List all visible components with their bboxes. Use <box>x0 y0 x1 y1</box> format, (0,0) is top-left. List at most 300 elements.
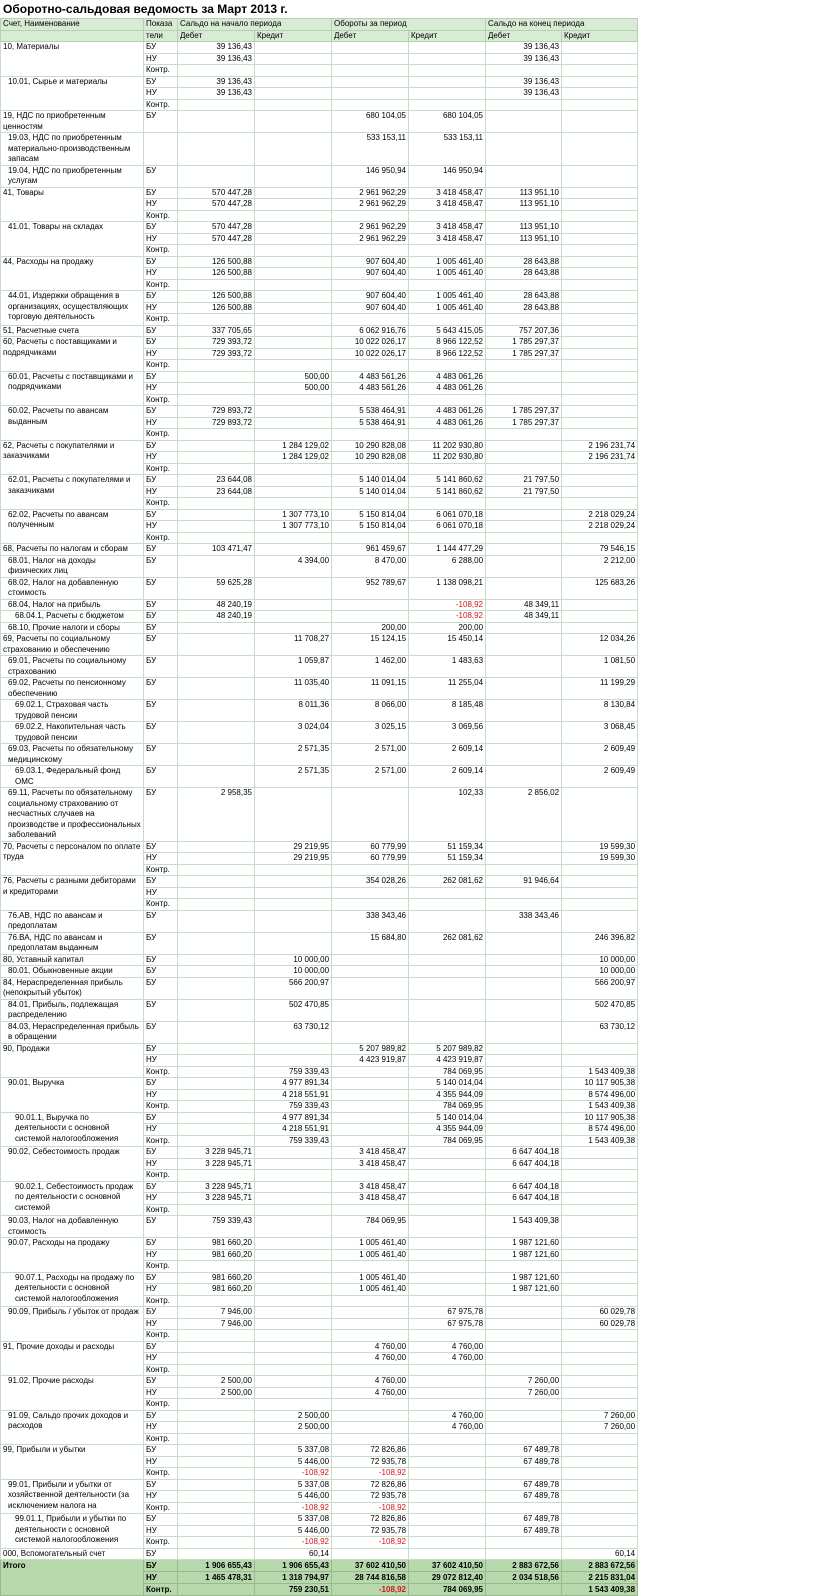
closing-credit-cell: 246 396,82 <box>562 932 638 954</box>
opening-debit-cell: 981 660,20 <box>178 1272 255 1284</box>
closing-debit-cell <box>486 1353 562 1365</box>
closing-debit-cell <box>486 744 562 766</box>
turnover-credit-cell: 1 005 461,40 <box>409 268 486 280</box>
opening-credit-cell <box>255 475 332 487</box>
opening-credit-cell <box>255 1043 332 1055</box>
closing-credit-cell: 2 196 231,74 <box>562 440 638 452</box>
opening-debit-cell <box>178 1502 255 1514</box>
closing-credit-cell: 60 029,78 <box>562 1318 638 1330</box>
turnover-debit-cell <box>332 360 409 372</box>
opening-debit-cell <box>178 634 255 656</box>
indicator-cell: БУ <box>144 966 178 978</box>
account-name: 90.07, Расходы на продажу <box>1 1238 144 1273</box>
opening-credit-cell <box>255 360 332 372</box>
closing-debit-cell <box>486 1537 562 1549</box>
opening-credit-cell <box>255 1181 332 1193</box>
closing-credit-cell <box>562 463 638 475</box>
table-row <box>1 700 638 722</box>
closing-debit-cell <box>486 1112 562 1124</box>
opening-credit-cell <box>255 1284 332 1296</box>
turnover-debit-cell <box>332 88 409 100</box>
indicator-cell: Контр. <box>144 314 178 326</box>
closing-credit-cell <box>562 1399 638 1411</box>
turnover-credit-cell <box>409 279 486 291</box>
account-name: 19.03, НДС по приобретенным материально-производственным запасам <box>1 133 144 166</box>
opening-credit-cell <box>255 1261 332 1273</box>
table-row <box>1 509 638 521</box>
turnover-credit-cell: 2 609,14 <box>409 766 486 788</box>
turnover-debit-cell: 1 005 461,40 <box>332 1272 409 1284</box>
indicator-cell: НУ <box>144 53 178 65</box>
turnover-debit-cell: 5 538 464,91 <box>332 406 409 418</box>
opening-credit-cell <box>255 245 332 257</box>
account-name: 68.01, Налог на доходы физических лиц <box>1 555 144 577</box>
report-title: Оборотно-сальдовая ведомость за Март 2013 г. <box>3 2 288 16</box>
account-name: 41, Товары <box>1 187 144 222</box>
indicator-cell: Контр. <box>144 1204 178 1216</box>
closing-credit-cell <box>562 611 638 623</box>
indicator-cell: НУ <box>144 1249 178 1261</box>
closing-debit-cell <box>486 1295 562 1307</box>
closing-credit-cell: 19 599,30 <box>562 841 638 853</box>
turnover-debit-cell <box>332 1330 409 1342</box>
closing-credit-cell <box>562 910 638 932</box>
closing-debit-cell: 67 489,78 <box>486 1525 562 1537</box>
indicator-cell: БУ <box>144 165 178 187</box>
indicator-cell: НУ <box>144 1318 178 1330</box>
opening-credit-cell <box>255 111 332 133</box>
opening-debit-cell <box>178 954 255 966</box>
opening-debit-cell <box>178 722 255 744</box>
opening-credit-cell: 4 218 551,91 <box>255 1124 332 1136</box>
turnover-debit-cell <box>332 76 409 88</box>
opening-debit-cell <box>178 65 255 77</box>
opening-debit-cell <box>178 853 255 865</box>
indicator-cell: Контр. <box>144 463 178 475</box>
closing-credit-cell: 7 260,00 <box>562 1422 638 1434</box>
account-name: 000, Вспомогательный счет <box>1 1548 144 1560</box>
indicator-cell: БУ <box>144 76 178 88</box>
turnover-debit-cell: 10 290 828,08 <box>332 452 409 464</box>
turnover-debit-cell: 907 604,40 <box>332 291 409 303</box>
closing-credit-cell <box>562 245 638 257</box>
account-name: 68.04.1, Расчеты с бюджетом <box>1 611 144 623</box>
closing-credit-cell <box>562 65 638 77</box>
opening-credit-cell <box>255 429 332 441</box>
indicator-cell: БУ <box>144 337 178 349</box>
opening-credit-cell: 4 977 891,34 <box>255 1112 332 1124</box>
turnover-credit-cell: 5 643 415,05 <box>409 325 486 337</box>
account-name: 69.01, Расчеты по социальному страхованию <box>1 656 144 678</box>
turnover-credit-cell: 784 069,95 <box>409 1135 486 1147</box>
turnover-credit-cell <box>409 1514 486 1526</box>
indicator-cell: БУ <box>144 788 178 842</box>
closing-debit-cell: 28 643,88 <box>486 256 562 268</box>
table-row <box>1 1272 638 1284</box>
turnover-credit-cell <box>409 954 486 966</box>
closing-credit-cell: 10 117 905,38 <box>562 1078 638 1090</box>
table-row <box>1 966 638 978</box>
closing-credit-cell <box>562 1295 638 1307</box>
turnover-debit-cell: 952 789,67 <box>332 577 409 599</box>
opening-debit-cell <box>178 532 255 544</box>
closing-debit-cell <box>486 577 562 599</box>
table-row <box>1 1341 638 1353</box>
account-name: 90, Продажи <box>1 1043 144 1078</box>
account-name: 69, Расчеты по социальному страхованию и обеспечению <box>1 634 144 656</box>
closing-credit-cell <box>562 99 638 111</box>
turnover-debit-cell: 2 571,00 <box>332 766 409 788</box>
opening-credit-cell: 500,00 <box>255 371 332 383</box>
total-opening-debit-cell: 1 465 478,31 <box>178 1572 255 1584</box>
turnover-credit-cell: 2 609,14 <box>409 744 486 766</box>
total-opening-credit-cell: 759 230,51 <box>255 1584 332 1596</box>
turnover-debit-cell: 3 025,15 <box>332 722 409 744</box>
table-row <box>1 165 638 187</box>
total-opening-credit-cell: 1 318 794,97 <box>255 1572 332 1584</box>
opening-credit-cell <box>255 325 332 337</box>
closing-credit-cell <box>562 1147 638 1159</box>
account-name: 68, Расчеты по налогам и сборам <box>1 544 144 556</box>
closing-debit-cell <box>486 1364 562 1376</box>
closing-credit-cell <box>562 199 638 211</box>
turnover-debit-cell <box>332 887 409 899</box>
indicator-cell: НУ <box>144 1089 178 1101</box>
indicator-cell: БУ <box>144 999 178 1021</box>
table-row <box>1 932 638 954</box>
closing-debit-cell <box>486 1341 562 1353</box>
opening-credit-cell <box>255 199 332 211</box>
table-row <box>1 1216 638 1238</box>
closing-credit-cell <box>562 475 638 487</box>
turnover-debit-cell <box>332 1422 409 1434</box>
closing-credit-cell: 3 068,45 <box>562 722 638 744</box>
indicator-cell: Контр. <box>144 1433 178 1445</box>
opening-debit-cell: 3 228 945,71 <box>178 1158 255 1170</box>
opening-debit-cell <box>178 1101 255 1113</box>
table-body <box>1 42 638 1596</box>
turnover-debit-cell <box>332 1261 409 1273</box>
turnover-debit-cell: 11 091,15 <box>332 678 409 700</box>
closing-debit-cell: 113 951,10 <box>486 233 562 245</box>
opening-debit-cell <box>178 165 255 187</box>
indicator-cell: БУ <box>144 1021 178 1043</box>
turnover-debit-cell <box>332 999 409 1021</box>
closing-debit-cell: 1 785 297,37 <box>486 348 562 360</box>
closing-credit-cell <box>562 337 638 349</box>
total-indicator-cell: Контр. <box>144 1584 178 1596</box>
opening-debit-cell <box>178 509 255 521</box>
indicator-cell: Контр. <box>144 1135 178 1147</box>
closing-debit-cell: 6 647 404,18 <box>486 1158 562 1170</box>
table-row <box>1 1112 638 1124</box>
indicator-cell: БУ <box>144 932 178 954</box>
closing-debit-cell <box>486 210 562 222</box>
closing-debit-cell: 6 647 404,18 <box>486 1181 562 1193</box>
turnover-credit-cell: 1 005 461,40 <box>409 302 486 314</box>
closing-credit-cell: 566 200,97 <box>562 977 638 999</box>
account-name: 68.10, Прочие налоги и сборы <box>1 622 144 634</box>
turnover-credit-cell: 8 966 122,52 <box>409 337 486 349</box>
turnover-credit-cell <box>409 999 486 1021</box>
closing-credit-cell <box>562 599 638 611</box>
turnover-debit-cell <box>332 245 409 257</box>
opening-debit-cell: 570 447,28 <box>178 233 255 245</box>
indicator-cell: Контр. <box>144 899 178 911</box>
turnover-credit-cell <box>409 498 486 510</box>
opening-credit-cell <box>255 268 332 280</box>
table-row <box>1 406 638 418</box>
turnover-debit-cell <box>332 65 409 77</box>
account-name: 76, Расчеты с разными дебиторами и кредиторами <box>1 876 144 911</box>
opening-debit-cell: 126 500,88 <box>178 256 255 268</box>
header-turnover-debit: Дебет <box>332 30 409 42</box>
opening-debit-cell <box>178 1066 255 1078</box>
opening-credit-cell: 63 730,12 <box>255 1021 332 1043</box>
turnover-credit-cell: 5 140 014,04 <box>409 1078 486 1090</box>
opening-credit-cell <box>255 887 332 899</box>
opening-debit-cell <box>178 887 255 899</box>
opening-debit-cell <box>178 111 255 133</box>
turnover-credit-cell <box>409 1330 486 1342</box>
closing-debit-cell: 39 136,43 <box>486 53 562 65</box>
turnover-credit-cell <box>409 1376 486 1388</box>
turnover-credit-cell: 3 418 458,47 <box>409 187 486 199</box>
opening-credit-cell: 1 284 129,02 <box>255 452 332 464</box>
turnover-debit-cell: 5 538 464,91 <box>332 417 409 429</box>
table-row <box>1 622 638 634</box>
turnover-debit-cell: 3 418 458,47 <box>332 1147 409 1159</box>
closing-debit-cell <box>486 1101 562 1113</box>
closing-credit-cell <box>562 53 638 65</box>
closing-debit-cell: 28 643,88 <box>486 291 562 303</box>
opening-debit-cell <box>178 1295 255 1307</box>
turnover-debit-cell: 6 062 916,76 <box>332 325 409 337</box>
opening-debit-cell <box>178 841 255 853</box>
turnover-debit-cell: 3 418 458,47 <box>332 1193 409 1205</box>
turnover-credit-cell <box>409 1181 486 1193</box>
turnover-debit-cell <box>332 210 409 222</box>
indicator-cell: БУ <box>144 1514 178 1526</box>
closing-debit-cell <box>486 165 562 187</box>
indicator-cell: НУ <box>144 1422 178 1434</box>
account-name: 60.02, Расчеты по авансам выданным <box>1 406 144 441</box>
closing-debit-cell <box>486 1204 562 1216</box>
turnover-debit-cell <box>332 1066 409 1078</box>
indicator-cell: НУ <box>144 1491 178 1503</box>
table-row <box>1 1479 638 1491</box>
table-row <box>1 76 638 88</box>
indicator-cell: БУ <box>144 371 178 383</box>
table-row <box>1 634 638 656</box>
account-name: 60, Расчеты с поставщиками и подрядчиками <box>1 337 144 372</box>
opening-credit-cell: 5 337,08 <box>255 1514 332 1526</box>
turnover-debit-cell: 8 470,00 <box>332 555 409 577</box>
table-row <box>1 1043 638 1055</box>
closing-debit-cell <box>486 371 562 383</box>
turnover-credit-cell: 51 159,34 <box>409 841 486 853</box>
closing-debit-cell <box>486 678 562 700</box>
turnover-debit-cell: -108,92 <box>332 1468 409 1480</box>
indicator-cell: НУ <box>144 887 178 899</box>
turnover-debit-cell <box>332 1101 409 1113</box>
turnover-debit-cell <box>332 954 409 966</box>
closing-debit-cell: 28 643,88 <box>486 302 562 314</box>
closing-credit-cell <box>562 360 638 372</box>
opening-debit-cell <box>178 744 255 766</box>
closing-credit-cell: 2 196 231,74 <box>562 452 638 464</box>
opening-debit-cell <box>178 1078 255 1090</box>
opening-debit-cell: 39 136,43 <box>178 88 255 100</box>
opening-debit-cell <box>178 1170 255 1182</box>
turnover-credit-cell: 67 975,78 <box>409 1318 486 1330</box>
opening-credit-cell: 4 394,00 <box>255 555 332 577</box>
turnover-debit-cell <box>332 1410 409 1422</box>
opening-credit-cell <box>255 1364 332 1376</box>
turnover-credit-cell <box>409 966 486 978</box>
opening-credit-cell <box>255 222 332 234</box>
table-row <box>1 555 638 577</box>
closing-credit-cell: 10 000,00 <box>562 954 638 966</box>
opening-debit-cell <box>178 910 255 932</box>
closing-credit-cell: 2 609,49 <box>562 766 638 788</box>
closing-debit-cell <box>486 521 562 533</box>
table-row <box>1 325 638 337</box>
opening-debit-cell: 759 339,43 <box>178 1216 255 1238</box>
opening-debit-cell <box>178 1399 255 1411</box>
account-name: 90.02, Себестоимость продаж <box>1 1147 144 1182</box>
opening-debit-cell: 39 136,43 <box>178 76 255 88</box>
opening-credit-cell <box>255 394 332 406</box>
closing-credit-cell <box>562 1376 638 1388</box>
closing-credit-cell <box>562 1193 638 1205</box>
turnover-credit-cell: 4 760,00 <box>409 1353 486 1365</box>
indicator-cell: Контр. <box>144 1468 178 1480</box>
turnover-credit-cell <box>409 1502 486 1514</box>
indicator-cell: БУ <box>144 1112 178 1124</box>
closing-debit-cell <box>486 99 562 111</box>
closing-debit-cell <box>486 1055 562 1067</box>
table-row <box>1 577 638 599</box>
opening-debit-cell: 39 136,43 <box>178 53 255 65</box>
closing-credit-cell: 7 260,00 <box>562 1410 638 1422</box>
closing-debit-cell <box>486 314 562 326</box>
indicator-cell: Контр. <box>144 245 178 257</box>
closing-debit-cell <box>486 1021 562 1043</box>
turnover-debit-cell <box>332 1124 409 1136</box>
closing-debit-cell <box>486 532 562 544</box>
opening-debit-cell <box>178 899 255 911</box>
header-indicator-2: тели <box>144 30 178 42</box>
turnover-debit-cell: 1 462,00 <box>332 656 409 678</box>
opening-credit-cell <box>255 1399 332 1411</box>
closing-credit-cell <box>562 1284 638 1296</box>
closing-credit-cell <box>562 1238 638 1250</box>
opening-debit-cell <box>178 555 255 577</box>
closing-credit-cell <box>562 133 638 166</box>
opening-credit-cell: 29 219,95 <box>255 841 332 853</box>
opening-debit-cell <box>178 99 255 111</box>
table-row <box>1 291 638 303</box>
opening-credit-cell <box>255 1376 332 1388</box>
opening-credit-cell <box>255 498 332 510</box>
table-row <box>1 1078 638 1090</box>
indicator-cell: БУ <box>144 1410 178 1422</box>
indicator-cell: НУ <box>144 1193 178 1205</box>
turnover-debit-cell <box>332 429 409 441</box>
indicator-cell: НУ <box>144 1353 178 1365</box>
turnover-credit-cell: 1 005 461,40 <box>409 291 486 303</box>
header-opening-debit: Дебет <box>178 30 255 42</box>
opening-debit-cell <box>178 1491 255 1503</box>
turnover-credit-cell <box>409 1147 486 1159</box>
turnover-credit-cell <box>409 1204 486 1216</box>
closing-credit-cell <box>562 1043 638 1055</box>
total-closing-debit-cell: 2 034 518,56 <box>486 1572 562 1584</box>
header-account: Счет, Наименование <box>1 19 144 31</box>
turnover-credit-cell: 8 966 122,52 <box>409 348 486 360</box>
opening-credit-cell <box>255 53 332 65</box>
turnover-debit-cell: 784 069,95 <box>332 1216 409 1238</box>
table-row <box>1 1238 638 1250</box>
turnover-credit-cell: 200,00 <box>409 622 486 634</box>
turnover-credit-cell <box>409 1272 486 1284</box>
indicator-cell: БУ <box>144 744 178 766</box>
indicator-cell: БУ <box>144 954 178 966</box>
closing-debit-cell <box>486 622 562 634</box>
closing-debit-cell: 1 785 297,37 <box>486 406 562 418</box>
opening-credit-cell <box>255 348 332 360</box>
indicator-cell: Контр. <box>144 1170 178 1182</box>
turnover-debit-cell <box>332 966 409 978</box>
table-row <box>1 187 638 199</box>
closing-credit-cell: 10 000,00 <box>562 966 638 978</box>
indicator-cell: БУ <box>144 577 178 599</box>
closing-debit-cell: 28 643,88 <box>486 268 562 280</box>
closing-debit-cell <box>486 722 562 744</box>
turnover-debit-cell: 907 604,40 <box>332 302 409 314</box>
closing-debit-cell <box>486 498 562 510</box>
turnover-debit-cell: 2 961 962,29 <box>332 222 409 234</box>
table-row <box>1 999 638 1021</box>
closing-credit-cell: 63 730,12 <box>562 1021 638 1043</box>
closing-credit-cell: 1 543 409,38 <box>562 1135 638 1147</box>
table-row <box>1 1307 638 1319</box>
opening-credit-cell <box>255 42 332 54</box>
account-name: 44.01, Издержки обращения в организациях, осуществляющих торговую деятельность <box>1 291 144 326</box>
opening-credit-cell <box>255 417 332 429</box>
indicator-cell: НУ <box>144 268 178 280</box>
turnover-debit-cell <box>332 788 409 842</box>
account-name: 19, НДС по приобретенным ценностям <box>1 111 144 133</box>
turnover-debit-cell: 146 950,94 <box>332 165 409 187</box>
indicator-cell: НУ <box>144 88 178 100</box>
table-row <box>1 475 638 487</box>
opening-credit-cell <box>255 1238 332 1250</box>
closing-credit-cell <box>562 256 638 268</box>
closing-credit-cell <box>562 1249 638 1261</box>
opening-debit-cell <box>178 977 255 999</box>
closing-debit-cell: 48 349,11 <box>486 599 562 611</box>
closing-debit-cell: 6 647 404,18 <box>486 1147 562 1159</box>
opening-credit-cell: 5 446,00 <box>255 1525 332 1537</box>
indicator-cell: НУ <box>144 383 178 395</box>
account-name: 44, Расходы на продажу <box>1 256 144 291</box>
turnover-credit-cell <box>409 1261 486 1273</box>
indicator-cell: БУ <box>144 475 178 487</box>
turnover-credit-cell <box>409 1216 486 1238</box>
turnover-credit-cell: 784 069,95 <box>409 1066 486 1078</box>
